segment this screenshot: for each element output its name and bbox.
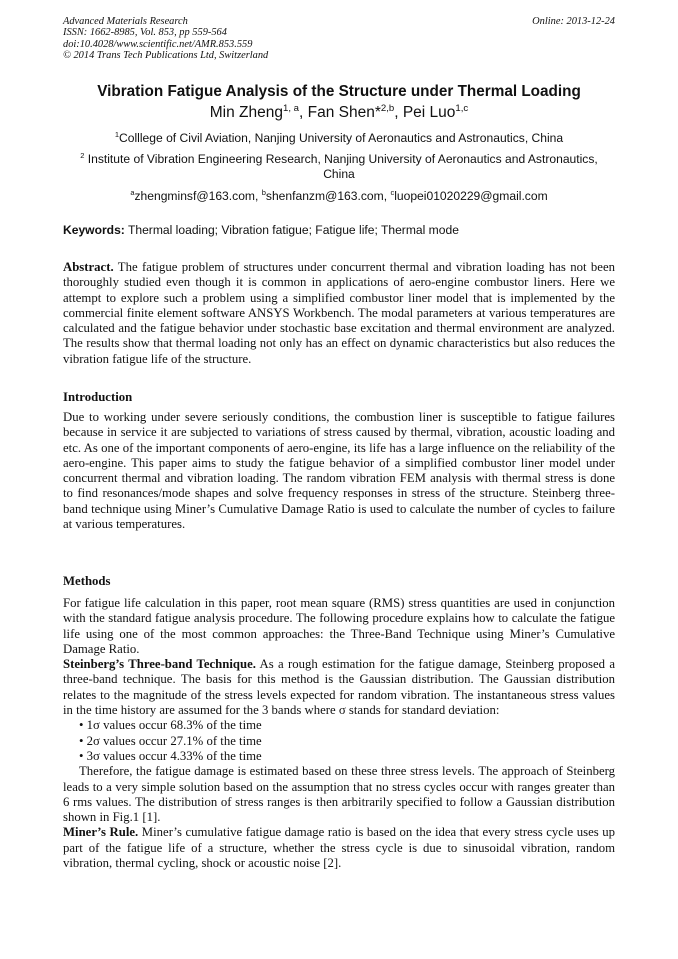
abstract-text: The fatigue problem of structures under concurrent thermal and vibration loading has not been thoroughly studied even though it is common in applications of aero-engine combustor liners. Here we attempt to explore such a problem using a simplified combustor liner model that is implemented by the commercial finite element software ANSYS Workbench. The modal parameters at various temperatures are calculated and the fatigue behavior under stochastic base excitation and thermal environment are analyzed. The results show that thermal loading not only has an effect on dynamic characteristics but also reduces the vibration fatigue life of the structure. bbox=[63, 260, 615, 366]
list-item: • 3σ values occur 4.33% of the time bbox=[79, 748, 262, 763]
affiliation-text: Institute of Vibration Engineering Research, Nanjing University of Aeronautics and Astronautics, China bbox=[84, 152, 598, 181]
gaussian-paragraph: Therefore, the fatigue damage is estimated based on these three stress levels. The approach of Steinberg leads to a very simple solution based on the assumption that no stress cycles occur with ranges greater than 6 rms values. The distribution of stress ranges is then arbitrarily specified to follow a Gaussian distribution shown in Fig.1 [1]. bbox=[63, 764, 615, 825]
steinberg-label: Steinberg’s Three-band Technique. bbox=[63, 657, 256, 672]
author-name: , Pei Luo bbox=[394, 104, 456, 121]
methods-heading: Methods bbox=[63, 574, 111, 588]
email-superscript: b bbox=[261, 187, 266, 197]
email-address: shenfanzm@163.com, bbox=[265, 189, 391, 203]
copyright-line: © 2014 Trans Tech Publications Ltd, Switzerland bbox=[63, 49, 269, 61]
author-list bbox=[0, 104, 678, 122]
author-superscript: 2,b bbox=[380, 102, 395, 114]
keywords-text: Thermal loading; Vibration fatigue; Fatigue life; Thermal mode bbox=[124, 223, 459, 237]
online-date: Online: 2013-12-24 bbox=[532, 16, 615, 27]
affiliation-superscript: 2 bbox=[80, 150, 85, 160]
miner-paragraph bbox=[63, 825, 615, 871]
journal-name: Advanced Materials Research bbox=[63, 16, 188, 27]
issn-line: ISSN: 1662-8985, Vol. 853, pp 559-564 bbox=[63, 27, 227, 39]
abstract-label: Abstract. bbox=[63, 260, 114, 274]
doi-line: doi:10.4028/www.scientific.net/AMR.853.559 bbox=[63, 38, 253, 50]
author-name: Min Zheng bbox=[209, 104, 283, 121]
email-address: zhengminsf@163.com, bbox=[134, 189, 262, 203]
methods-paragraph: For fatigue life calculation in this paper, root mean square (RMS) stress quantities are used in conjunction with the standard fatigue analysis procedure. The following procedure explains how to calculate the fatigue life using one of the most common approaches: the Three-Band Technique using Miner’s Cumulative Damage Ratio. bbox=[63, 596, 615, 656]
journal-header bbox=[63, 16, 615, 61]
miner-text: Miner’s cumulative fatigue damage ratio is based on the idea that every stress cycle uses up part of the fatigue life of a structure, whether the stress cycle is due to sinusoidal vibration, random vibration, thermal cycling, shock or acoustic noise [2]. bbox=[63, 825, 616, 871]
author-superscript: 1,c bbox=[455, 102, 469, 114]
abstract bbox=[63, 260, 615, 367]
introduction-heading: Introduction bbox=[63, 390, 133, 404]
affiliation-superscript: 1 bbox=[114, 129, 120, 139]
author-superscript: 1, a bbox=[283, 102, 300, 114]
methods-section bbox=[63, 596, 615, 871]
affiliation-1 bbox=[63, 131, 615, 146]
list-item: • 1σ values occur 68.3% of the time bbox=[79, 718, 262, 733]
keywords-label: Keywords: bbox=[63, 223, 125, 237]
sigma-bullet-list bbox=[63, 718, 615, 764]
email-address: luopei01020229@gmail.com bbox=[394, 189, 548, 203]
email-superscript: a bbox=[130, 187, 135, 197]
steinberg-text: As a rough estimation for the fatigue damage, Steinberg proposed a three-band technique. The basis for this method is the Gaussian distribution. The Gaussian distribution relates to the magnitude of the stress levels expected for random vibration. The instantaneous stress values in the time history are assumed for the 3 bands where σ stands for standard deviation: bbox=[63, 657, 616, 718]
affiliation-text: Colllege of Civil Aviation, Nanjing University of Aeronautics and Astronautics, China bbox=[119, 131, 564, 145]
list-item: • 2σ values occur 27.1% of the time bbox=[79, 733, 262, 748]
keywords bbox=[63, 223, 615, 237]
paper-title: Vibration Fatigue Analysis of the Structure under Thermal Loading bbox=[97, 83, 581, 100]
miner-label: Miner’s Rule. bbox=[63, 825, 139, 840]
author-name: , Fan Shen* bbox=[299, 104, 381, 121]
steinberg-paragraph bbox=[63, 657, 615, 718]
email-superscript: c bbox=[390, 187, 395, 197]
email-list bbox=[63, 189, 615, 204]
introduction-paragraph: Due to working under severe seriously conditions, the combustion liner is susceptible to fatigue failures because in service it are subjected to variations of stress caused by thermal, vibration, acoustic loading and etc. As one of the important components of aero-engine, its life has a large influence on the reliability of the aero-engine. This paper aims to study the fatigue behavior of a simplified combustor liner model under concurrent thermal and vibration loading. The random vibration FEM analysis with thermal stress is done to find resonances/mode shapes and solve frequency responses in stress of the structure. Steinberg three-band technique using Miner’s Cumulative Damage Ratio is used to calculate the number of cycles to failure at various temperatures. bbox=[63, 410, 615, 532]
affiliation-2 bbox=[63, 152, 615, 182]
